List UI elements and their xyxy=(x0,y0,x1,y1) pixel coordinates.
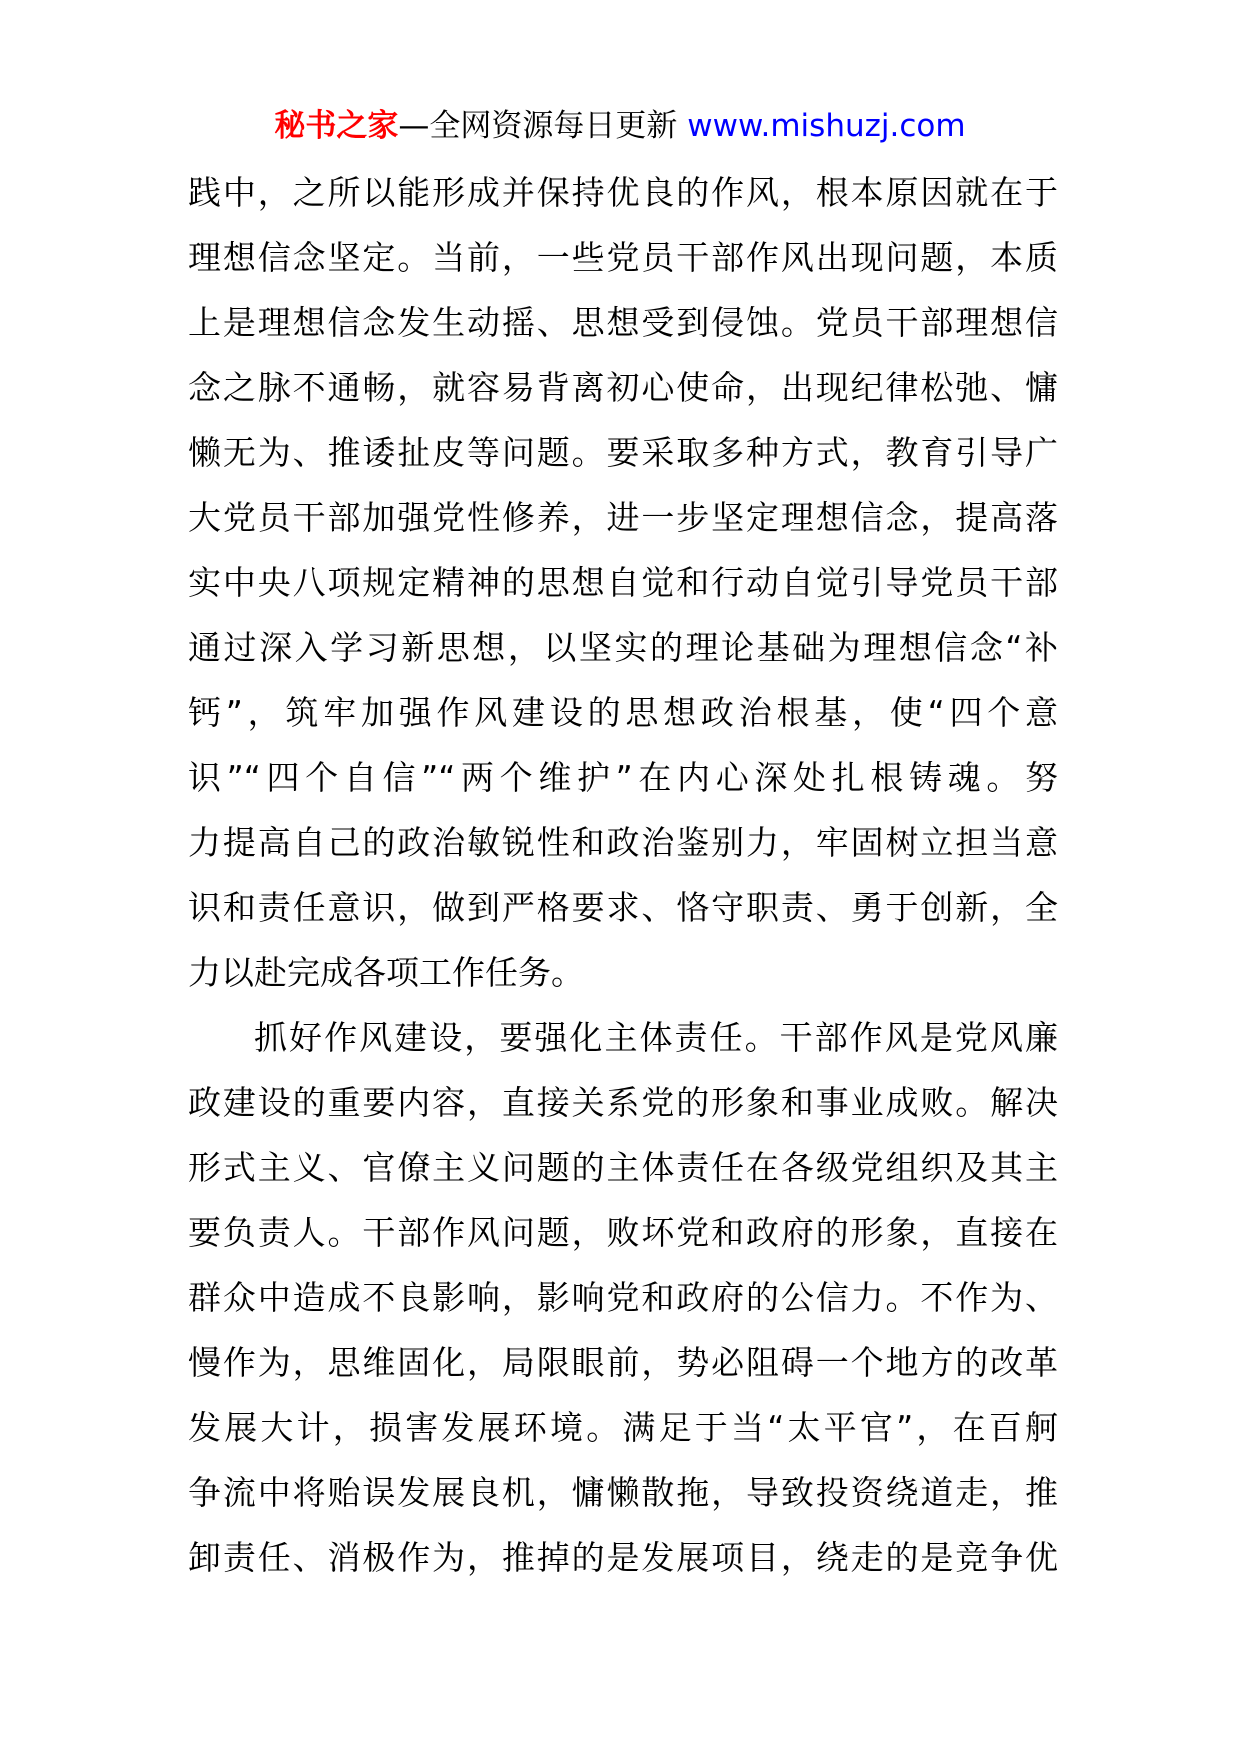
text-line: 识”“四个自信”“两个维护”在内心深处扎根铸魂。努 xyxy=(188,758,1058,797)
text-line: 力提高自己的政治敏锐性和政治鉴别力，牢固树立担当意 xyxy=(188,823,1058,862)
text-line: 践中，之所以能形成并保持优良的作风，根本原因就在于 xyxy=(188,173,1058,212)
text-line: 卸责任、消极作为，推掉的是发展项目，绕走的是竞争优 xyxy=(188,1538,1058,1577)
document-body xyxy=(188,160,1058,1590)
text-line: 大党员干部加强党性修养，进一步坚定理想信念，提高落 xyxy=(188,498,1058,537)
header-url-link[interactable]: www.mishuzj.com xyxy=(687,108,966,144)
text-line: 通过深入学习新思想，以坚实的理论基础为理想信念“补 xyxy=(188,628,1058,667)
page-header xyxy=(0,96,1240,156)
text-line: 实中央八项规定精神的思想自觉和行动自觉引导党员干部 xyxy=(188,563,1058,602)
text-line: 念之脉不通畅，就容易背离初心使命，出现纪律松弛、慵 xyxy=(188,368,1058,407)
text-line: 钙”，筑牢加强作风建设的思想政治根基，使“四个意 xyxy=(188,693,1058,732)
header-slogan: —全网资源每日更新 xyxy=(398,108,688,144)
text-line: 慢作为，思维固化，局限眼前，势必阻碍一个地方的改革 xyxy=(188,1343,1058,1382)
paragraph-2 xyxy=(188,1005,1058,1590)
text-line: 识和责任意识，做到严格要求、恪守职责、勇于创新，全 xyxy=(188,888,1058,927)
text-line: 要负责人。干部作风问题，败坏党和政府的形象，直接在 xyxy=(188,1213,1058,1252)
paragraph-1 xyxy=(188,160,1058,1005)
text-line: 发展大计，损害发展环境。满足于当“太平官”，在百舸 xyxy=(188,1408,1058,1447)
text-line: 上是理想信念发生动摇、思想受到侵蚀。党员干部理想信 xyxy=(188,303,1058,342)
text-line: 政建设的重要内容，直接关系党的形象和事业成败。解决 xyxy=(188,1083,1058,1122)
text-line: 理想信念坚定。当前，一些党员干部作风出现问题，本质 xyxy=(188,238,1058,277)
text-line: 抓好作风建设，要强化主体责任。干部作风是党风廉 xyxy=(254,1018,1058,1057)
text-line: 争流中将贻误发展良机，慵懒散拖，导致投资绕道走，推 xyxy=(188,1473,1058,1512)
header-brand: 秘书之家 xyxy=(274,108,399,144)
text-line: 懒无为、推诿扯皮等问题。要采取多种方式，教育引导广 xyxy=(188,433,1058,472)
text-line: 形式主义、官僚主义问题的主体责任在各级党组织及其主 xyxy=(188,1148,1058,1187)
text-line: 群众中造成不良影响，影响党和政府的公信力。不作为、 xyxy=(188,1278,1058,1317)
text-line: 力以赴完成各项工作任务。 xyxy=(188,953,584,992)
